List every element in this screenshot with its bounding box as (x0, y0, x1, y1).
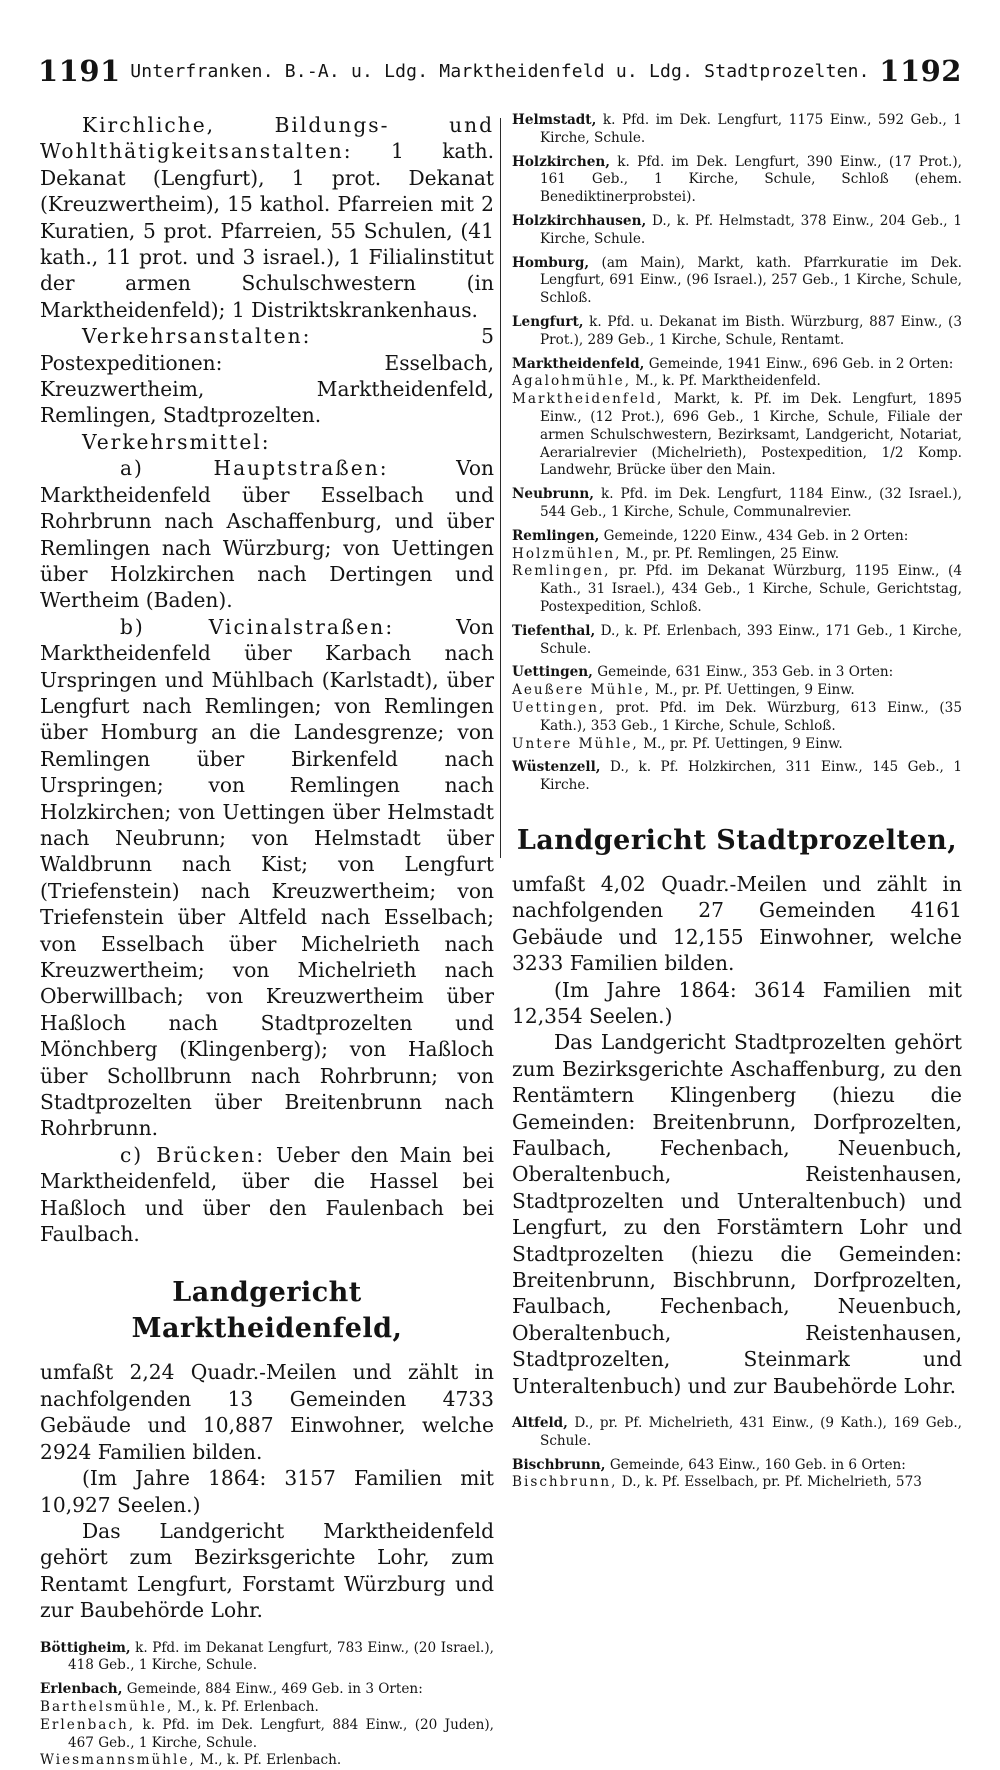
entry-name: Wüstenzell, (512, 759, 601, 776)
hauptstrassen-text: Von Marktheidenfeld über Esselbach und Rohrbrunn nach Aschaffenburg, und über Remlingen nach Würzburg; von Uettingen über Holzkirchen nach Dertingen und Wertheim (Baden). (40, 456, 494, 613)
entry-name: Agalohmühle, (512, 373, 632, 390)
entry-name: Marktheidenfeld, (512, 391, 664, 408)
entry-text: k. Pfd. im Dek. Lengfurt, 1175 Einw., 592 Geb., 1 Kirche, Schule. (540, 112, 962, 146)
entry-name: Helmstadt, (512, 112, 597, 128)
entry-name: Holzmühlen, (512, 545, 622, 562)
entry (512, 700, 962, 736)
stadtprozelten-intro: umfaßt 4,02 Quadr.-Meilen und zählt in nachfolgenden 27 Gemeinden 4161 Gebäude und 12,155 Einwohner, welche 3233 Familien bilden. (512, 871, 962, 976)
stadtprozelten-belongs: Das Landgericht Stadtprozelten gehört zum Bezirksgerichte Aschaffenburg, zu den Rentämtern Klingenberg (hiezu die Gemeinden: Breitenbrunn, Dorfprozelten, Faulbach, Fechenbach, Neuenbuch, Oberaltenbuch, Reistenhausen, Stadtprozelten und Unteraltenbuch) und Lengfurt, zu den Forstämtern Lohr und Stadtprozelten (hiezu die Gemeinden: Breitenbrunn, Bischbrunn, Dorfprozelten, Faulbach, Fechenbach, Neuenbuch, Oberaltenbuch, Reistenhausen, Stadtprozelten, Steinmark und Unteraltenbuch) und zur Baubehörde Lohr. (512, 1030, 962, 1398)
verkehrsanstalten-text: 5 Postexpeditionen: Esselbach, Kreuzwertheim, Marktheidenfeld, Remlingen, Stadtprozelten. (40, 324, 494, 428)
entry-text: k. Pfd. im Dekanat Lengfurt, 783 Einw., (20 Israel.), 418 Geb., 1 Kirche, Schule. (68, 1639, 495, 1674)
verkehrsmittel-label-text: Verkehrsmittel: (82, 429, 271, 454)
bruecken-text: Ueber den Main bei Marktheidenfeld, über die Hassel bei Haßloch und über den Faulenbach bei Faulbach. (40, 1142, 495, 1247)
entry-name: Wiesmannsmühle, (40, 1752, 196, 1769)
section-title-stadtprozelten: Landgericht Stadtprozelten, (516, 824, 958, 856)
verkehrsanstalten-paragraph (40, 323, 494, 429)
marktheidenfeld-belongs: Das Landgericht Marktheidenfeld gehört zum Bezirksgerichte Lohr, zum Rentamt Lengfurt, Forstamt Würzburg und zur Baubehörde Lohr. (40, 1518, 494, 1623)
entry (512, 213, 962, 249)
left-column (40, 112, 494, 1770)
vicinalstrassen-label: b) Vicinalstraßen: (120, 614, 395, 639)
entry-text: Gemeinde, 1220 Einw., 434 Geb. in 2 Orten: (603, 527, 909, 544)
entry (512, 682, 962, 700)
entry-name: Barthelsmühle, (40, 1698, 174, 1715)
kirchliche-label: Kirchliche, Bildungs- und Wohlthätigkeitsanstalten: (40, 113, 494, 164)
kirchliche-text: 1 kath. Dekanat (Lengfurt), 1 prot. Dekanat (Kreuzwertheim), 15 kathol. Pfarreien mit 2 Kuratien, 5 prot. Pfarreien, 55 Schulen, (41 kath., 11 prot. und 3 israel.), 1 Filialinstitut der armen Schulschwestern (in Marktheidenfeld); 1 Distriktskrankenhaus. (40, 139, 494, 322)
entry-text: M., k. Pf. Erlenbach. (200, 1752, 342, 1769)
entry (512, 154, 962, 207)
entry-name: Remlingen, (512, 527, 600, 544)
entry-name: Neubrunn, (512, 486, 595, 503)
entry (512, 255, 962, 308)
entry-name: Bischbrunn, (512, 1474, 618, 1491)
entry-name: Böttigheim, (40, 1639, 131, 1656)
entry (512, 563, 962, 616)
entry-text: Gemeinde, 631 Einw., 353 Geb. in 3 Orten: (597, 664, 894, 681)
marktheidenfeld-intro: umfaßt 2,24 Quadr.-Meilen und zählt in nachfolgenden 13 Gemeinden 4733 Gebäude und 10,887 Einwohner, welche 2924 Familien bilden. (40, 1360, 494, 1464)
left-page-number: 1191 (38, 54, 121, 88)
entry (512, 486, 962, 522)
right-page-number: 1192 (879, 54, 962, 88)
entry-text: Gemeinde, 1941 Einw., 696 Geb. in 2 Orten: (648, 355, 954, 372)
entry-name: Tiefenthal, (512, 622, 596, 639)
entry-text: D., k. Pf. Esselbach, pr. Pf. Michelrieth, 573 (621, 1474, 922, 1491)
entry-name: Holzkirchen, (512, 153, 610, 170)
page-header (38, 48, 962, 94)
vicinalstrassen-paragraph (40, 614, 494, 1142)
entry (40, 1752, 494, 1770)
entry-text: M., pr. Pf. Remlingen, 25 Einw. (625, 545, 840, 562)
marktheidenfeld-year-note: (Im Jahre 1864: 3157 Familien mit 10,927 Seelen.) (40, 1466, 494, 1517)
right-column (512, 112, 962, 1492)
entry-name: Untere Mühle, (512, 735, 639, 752)
entry-name: Altfeld, (512, 1415, 568, 1432)
entry (512, 528, 962, 546)
column-divider (500, 118, 501, 858)
entry-text: M., pr. Pf. Uettingen, 9 Einw. (643, 735, 843, 752)
entry (512, 1457, 962, 1475)
kirchliche-paragraph (40, 112, 494, 323)
entry (512, 1415, 962, 1451)
entry (512, 373, 962, 391)
entry-text: k. Pfd. im Dek. Lengfurt, 1184 Einw., (32 Israel.), 544 Geb., 1 Kirche, Schule, Communalrevier. (540, 486, 962, 520)
hauptstrassen-label: a) Hauptstraßen: (120, 456, 389, 481)
entry-text: D., k. Pf. Erlenbach, 393 Einw., 171 Geb., 1 Kirche, Schule. (540, 622, 962, 657)
entry-name: Remlingen, (512, 563, 611, 580)
entry-text: D., k. Pf. Holzkirchen, 311 Einw., 145 Geb., 1 Kirche. (540, 759, 963, 794)
entry-text: prot. Pfd. im Dek. Würzburg, 613 Einw., (35 Kath.), 353 Geb., 1 Kirche, Schule, Schloß. (540, 699, 962, 734)
entry (512, 736, 962, 754)
entry (512, 623, 962, 659)
entry-name: Bischbrunn, (512, 1456, 606, 1473)
entry-text: k. Pfd. im Dek. Lengfurt, 390 Einw., (17 Prot.), 161 Geb., 1 Kirche, Schule, Schloß (ehem. Benediktinerprobstei). (540, 153, 962, 206)
entry-text: D., pr. Pf. Michelrieth, 431 Einw., (9 Kath.), 169 Geb., Schule. (540, 1415, 962, 1449)
entry-name: Uettingen, (512, 699, 606, 716)
entry-name: Erlenbach, (40, 1716, 136, 1733)
entry (40, 1717, 494, 1753)
entry-text: M., pr. Pf. Uettingen, 9 Einw. (655, 682, 855, 699)
entry (40, 1640, 494, 1676)
entry-name: Aeußere Mühle, (512, 682, 651, 699)
entry-text: (am Main), Markt, kath. Pfarrkuratie im Dek. Lengfurt, 691 Einw., (96 Israel.), 257 Geb., 1 Kirche, Schule, Schloß. (540, 254, 962, 307)
entry-text: Gemeinde, 643 Einw., 160 Geb. in 6 Orten: (609, 1456, 906, 1473)
bruecken-label: c) Brücken: (120, 1142, 265, 1167)
entry (512, 391, 962, 480)
entry-text: Markt, k. Pf. im Dek. Lengfurt, 1895 Einw., (12 Prot.), 696 Geb., 1 Kirche, Schule, Filiale der armen Schulschwestern, Bezirksamt, Landgericht, Notariat, Aerarialrevier (Michelrieth), Postexpedition, 1/2 Komp. Landwehr, Brücke über den Main. (540, 391, 962, 479)
hauptstrassen-paragraph (40, 455, 494, 613)
vicinalstrassen-text: Von Marktheidenfeld über Karbach nach Urspringen und Mühlbach (Karlstadt), über Lengfurt nach Remlingen; von Remlingen über Homburg an die Landesgrenze; von Remlingen über Birkenfeld nach Urspringen; von Remlingen nach Holzkirchen; von Uettingen über Helmstadt nach Neubrunn; von Helmstadt über Waldbrunn nach Kist; von Lengfurt (Triefenstein) nach Kreuzwertheim; von Triefenstein über Altfeld nach Esselbach; von Esselbach über Michelrieth nach Kreuzwertheim; von Michelrieth nach Oberwillbach; von Kreuzwertheim über Haßloch nach Stadtprozelten und Mönchberg (Klingenberg); von Haßloch über Schollbrunn nach Rohrbrunn; von Stadtprozelten über Breitenbrunn nach Rohrbrunn. (40, 614, 495, 1141)
entry (512, 546, 962, 564)
entry (512, 664, 962, 682)
running-title: Unterfranken. B.-A. u. Ldg. Marktheidenfeld u. Ldg. Stadtprozelten. (130, 60, 870, 82)
entry-name: Uettingen, (512, 664, 593, 681)
entry (512, 759, 962, 795)
verkehrsanstalten-label: Verkehrsanstalten: (82, 324, 312, 349)
entry-name: Marktheidenfeld, (512, 355, 645, 372)
entry (512, 112, 962, 148)
entry (40, 1681, 494, 1699)
entry-name: Homburg, (512, 254, 590, 271)
entry-text: D., k. Pf. Helmstadt, 378 Einw., 204 Geb., 1 Kirche, Schule. (540, 212, 963, 247)
entry-text: k. Pfd. im Dek. Lengfurt, 884 Einw., (20 Juden), 467 Geb., 1 Kirche, Schule. (68, 1716, 495, 1751)
entry (512, 1474, 962, 1492)
entry-name: Erlenbach, (40, 1681, 123, 1698)
entry-name: Holzkirchhausen, (512, 212, 647, 229)
entry (512, 356, 962, 374)
entry (40, 1699, 494, 1717)
entry-text: M., k. Pf. Marktheidenfeld. (635, 373, 821, 390)
entry (512, 314, 962, 350)
entry-name: Lengfurt, (512, 313, 584, 330)
bruecken-paragraph (40, 1142, 494, 1248)
entry-text: pr. Pfd. im Dekanat Würzburg, 1195 Einw., (4 Kath., 31 Israel.), 434 Geb., 1 Kirche, Schule, Gerichtstag, Postexpedition, Schloß. (540, 563, 963, 615)
entry-text: Gemeinde, 884 Einw., 469 Geb. in 3 Orten: (126, 1681, 423, 1698)
section-title-marktheidenfeld: Landgericht Marktheidenfeld, (131, 1277, 403, 1345)
entry-text: M., k. Pf. Erlenbach. (177, 1698, 319, 1715)
stadtprozelten-year-note: (Im Jahre 1864: 3614 Familien mit 12,354 Seelen.) (512, 977, 962, 1028)
entry-text: k. Pfd. u. Dekanat im Bisth. Würzburg, 887 Einw., (3 Prot.), 289 Geb., 1 Kirche, Schule, Rentamt. (540, 313, 962, 348)
verkehrsmittel-label (40, 429, 494, 455)
